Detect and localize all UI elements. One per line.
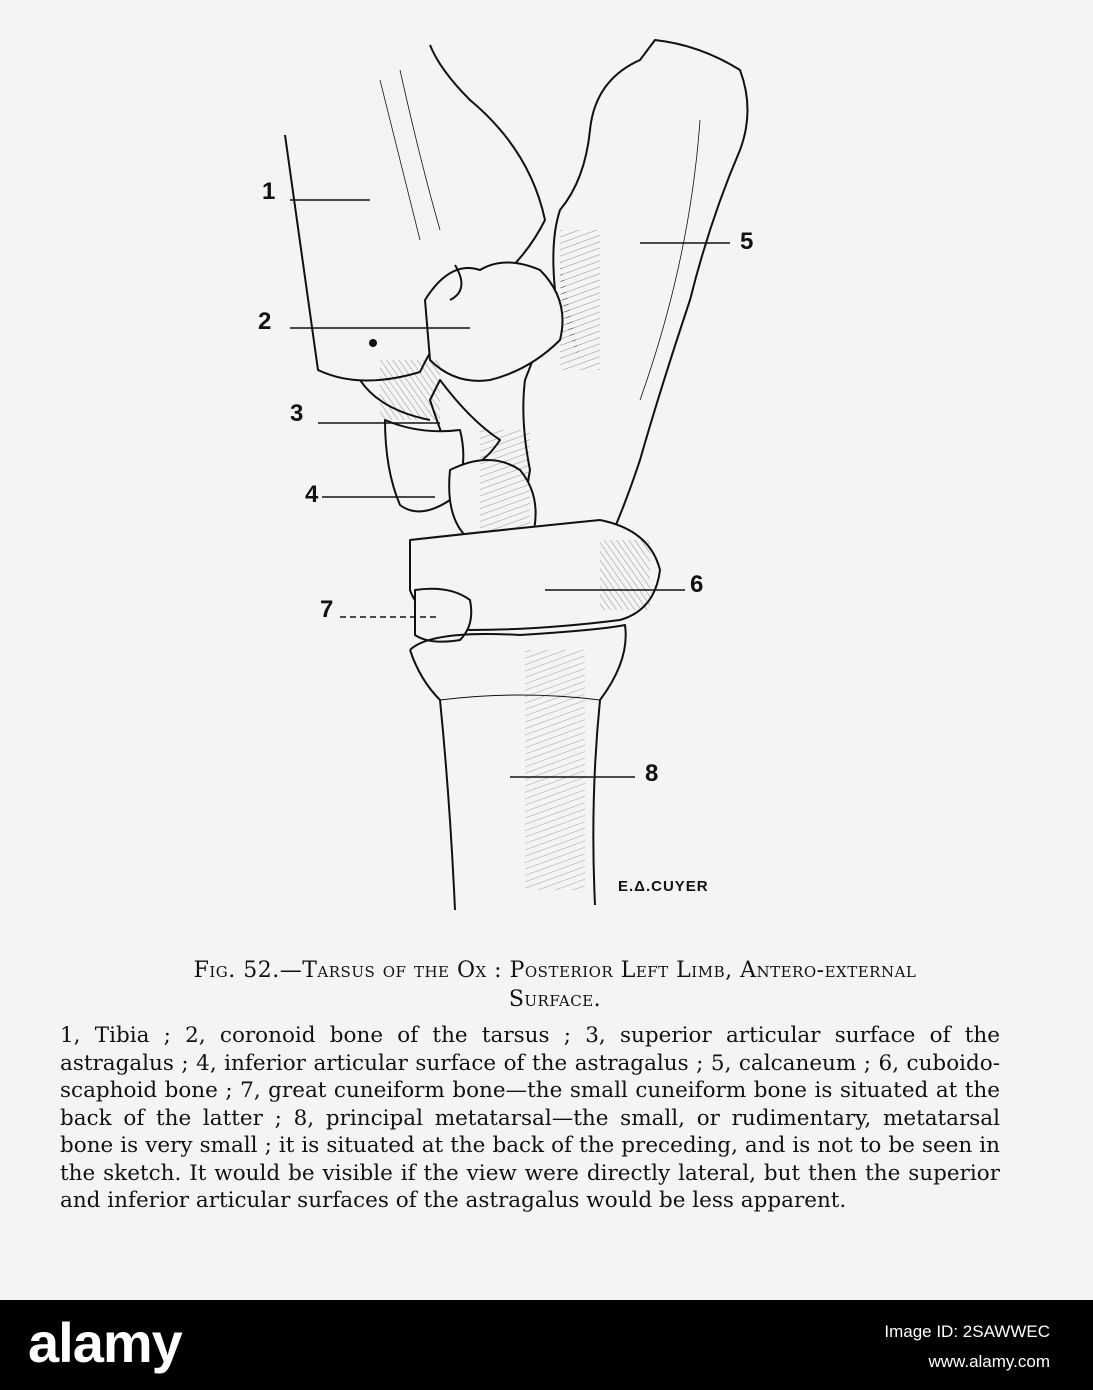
figure-label-6: 6: [690, 571, 704, 598]
principal-metatarsal: [410, 625, 626, 910]
stock-url-text: www.alamy.com: [928, 1352, 1050, 1371]
alamy-logo: alamy: [28, 1311, 182, 1374]
figure-label-7: 7: [320, 596, 334, 623]
legend-text: 1, Tibia ; 2, coronoid bone of the tarsus ; 3, superior articular surface of the astragalus ; 4, inferior articular surface of the astragalus ; 5, calcaneum ; 6, cuboido-scaphoid bone ; 7, great cuneiform bone—the small cuneiform bone is situated at the back of the latter ; 8, principal metatarsal—the small, or rudimentary, metatarsal bone is very small ; it is situated at the back of the preceding, and is not to be seen in the sketch. It would be visible if the view were directly lateral, but then the superior and inferior articular surfaces of the astragalus would be less apparent.: [60, 1023, 1000, 1213]
figure-label-2: 2: [258, 308, 272, 335]
caption-line-1: Fig. 52.—Tarsus of the Ox : Posterior Left Limb, Antero-external: [193, 958, 917, 983]
caption-line-2: Surface.: [508, 987, 602, 1012]
figure-label-8: 8: [645, 760, 659, 787]
image-id-text: Image ID: 2SAWWEC: [884, 1322, 1050, 1341]
figure-label-3: 3: [290, 400, 304, 427]
stock-watermark-bar: [0, 1300, 1093, 1390]
figure-label-4: 4: [305, 481, 319, 508]
great-cuneiform: [415, 589, 471, 642]
figure-caption: [60, 956, 1050, 1014]
artist-signature: E.Δ.CUYER: [618, 878, 709, 895]
figure-legend: [60, 1022, 1000, 1215]
figure-label-1: 1: [262, 178, 276, 205]
figure-label-5: 5: [740, 228, 754, 255]
